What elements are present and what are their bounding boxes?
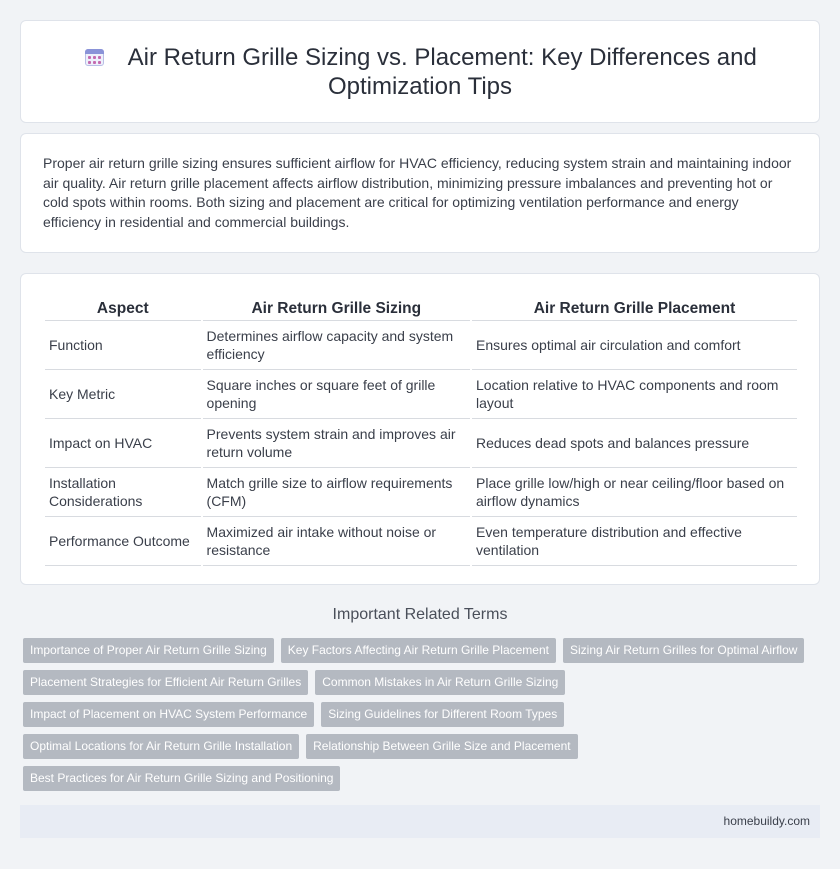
table-row (45, 419, 797, 468)
related-term-tag[interactable]: Best Practices for Air Return Grille Sizing and Positioning (23, 766, 340, 791)
comparison-table-card (20, 273, 820, 585)
table-cell-sizing: Square inches or square feet of grille opening (203, 370, 470, 419)
table-cell-sizing: Determines airflow capacity and system efficiency (203, 321, 470, 370)
table-cell-aspect: Key Metric (45, 370, 201, 419)
table-cell-sizing: Match grille size to airflow requirements (CFM) (203, 468, 470, 517)
table-cell-placement: Place grille low/high or near ceiling/floor based on airflow dynamics (472, 468, 797, 517)
header-sizing: Air Return Grille Sizing (203, 294, 470, 321)
footer (20, 805, 820, 838)
table-row (45, 321, 797, 370)
footer-site-link[interactable]: homebuildy.com (723, 814, 810, 828)
header-placement: Air Return Grille Placement (472, 294, 797, 321)
comparison-table (43, 294, 799, 566)
related-term-tag[interactable]: Sizing Guidelines for Different Room Types (321, 702, 564, 727)
related-term-tag[interactable]: Relationship Between Grille Size and Placement (306, 734, 577, 759)
related-terms-list (23, 638, 823, 798)
table-cell-aspect: Impact on HVAC (45, 419, 201, 468)
related-term-tag[interactable]: Sizing Air Return Grilles for Optimal Airflow (563, 638, 804, 663)
table-cell-placement: Location relative to HVAC components and room layout (472, 370, 797, 419)
table-cell-aspect: Performance Outcome (45, 517, 201, 566)
table-row (45, 370, 797, 419)
title-card (20, 20, 820, 123)
related-term-tag[interactable]: Impact of Placement on HVAC System Performance (23, 702, 314, 727)
table-header-row (45, 294, 797, 321)
header-aspect: Aspect (45, 294, 201, 321)
table-cell-aspect: Function (45, 321, 201, 370)
table-cell-placement: Reduces dead spots and balances pressure (472, 419, 797, 468)
related-term-tag[interactable]: Key Factors Affecting Air Return Grille Placement (281, 638, 556, 663)
related-terms-heading: Important Related Terms (332, 606, 508, 623)
table-row (45, 468, 797, 517)
related-term-tag[interactable]: Placement Strategies for Efficient Air Return Grilles (23, 670, 308, 695)
intro-card (20, 133, 820, 253)
table-row (45, 517, 797, 566)
table-cell-placement: Ensures optimal air circulation and comfort (472, 321, 797, 370)
related-term-tag[interactable]: Optimal Locations for Air Return Grille Installation (23, 734, 299, 759)
table-cell-placement: Even temperature distribution and effective ventilation (472, 517, 797, 566)
calendar-icon (83, 45, 105, 67)
intro-text: Proper air return grille sizing ensures sufficient airflow for HVAC efficiency, reducing system strain and maintaining indoor air quality. Air return grille placement affects airflow distribution, minimizing pressure imbalances and preventing hot or cold spots within rooms. Both sizing and placement are critical for optimizing ventilation performance and energy efficiency in residential and commercial buildings. (43, 155, 792, 230)
table-cell-sizing: Prevents system strain and improves air return volume (203, 419, 470, 468)
related-term-tag[interactable]: Importance of Proper Air Return Grille Sizing (23, 638, 274, 663)
title-wrap (70, 43, 770, 101)
table-cell-aspect: Installation Considerations (45, 468, 201, 517)
related-term-tag[interactable]: Common Mistakes in Air Return Grille Sizing (315, 670, 565, 695)
table-cell-sizing: Maximized air intake without noise or resistance (203, 517, 470, 566)
page-title: Air Return Grille Sizing vs. Placement: Key Differences and Optimization Tips (127, 43, 757, 100)
